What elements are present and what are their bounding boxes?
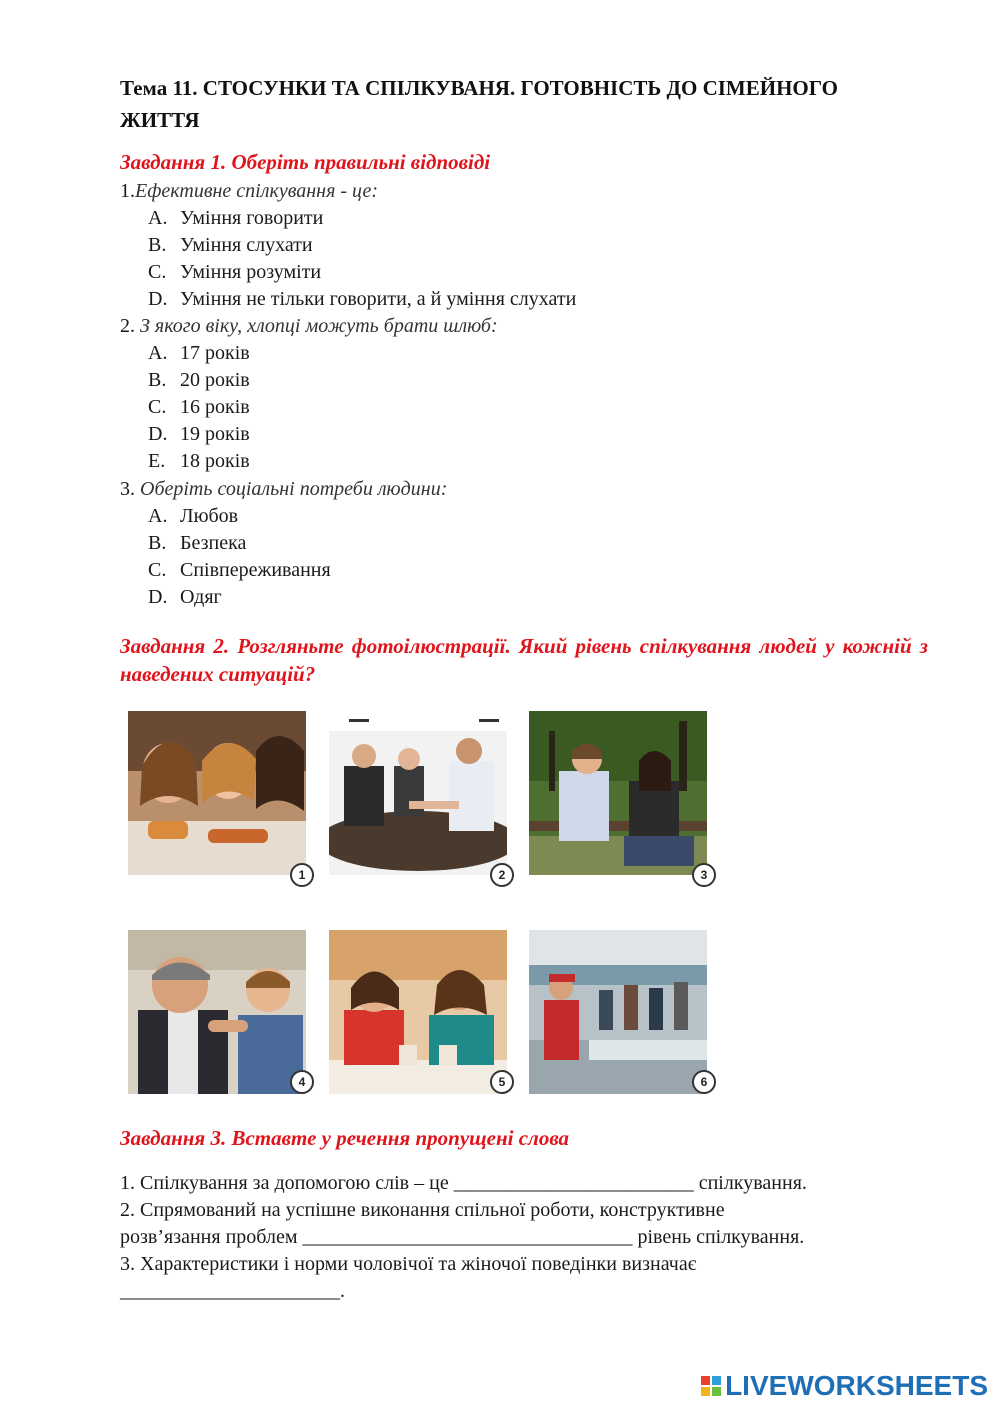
photo-number-badge: 2 — [490, 863, 514, 887]
fill-blank-sentence-2a: 2. Спрямований на успішне виконання спільної роботи, конструктивне — [120, 1199, 725, 1221]
question-text: Ефективне спілкування - це: — [135, 180, 379, 202]
task3-heading: Завдання 3. Вставте у речення пропущені слова — [120, 1126, 570, 1150]
option-2b[interactable] — [148, 367, 250, 394]
option-1d[interactable] — [148, 286, 576, 313]
photo-3-couple-park-bench — [529, 711, 707, 875]
logo-text: LIVEWORKSHEETS — [725, 1370, 988, 1401]
option-letter: D. — [148, 586, 168, 608]
option-text: Уміння слухати — [180, 234, 313, 256]
photo-number-badge: 3 — [692, 863, 716, 887]
option-2d[interactable] — [148, 421, 250, 448]
option-letter: B. — [148, 532, 167, 554]
liveworksheets-logo-icon — [701, 1376, 721, 1396]
fill-blank-sentence-2b[interactable]: розв’язання проблем _________________________________ рівень спілкування. — [120, 1226, 805, 1248]
photo-5-women-cafe — [329, 930, 507, 1094]
photo-6-shop-counter — [529, 930, 707, 1094]
question-text: З якого віку, хлопці можуть брати шлюб: — [135, 315, 498, 337]
option-text: Безпека — [180, 532, 247, 554]
question-number: 2. — [120, 315, 135, 337]
option-2e[interactable] — [148, 448, 250, 475]
option-3d[interactable] — [148, 584, 222, 611]
option-text: 20 років — [180, 369, 250, 391]
option-text: Уміння розуміти — [180, 261, 322, 283]
option-letter: B. — [148, 369, 167, 391]
option-2a[interactable] — [148, 340, 250, 367]
option-1b[interactable] — [148, 232, 313, 259]
photo-number-badge: 4 — [290, 1070, 314, 1094]
page-title: Тема 11. СТОСУНКИ ТА СПІЛКУВАНЯ. ГОТОВНІСТЬ ДО СІМЕЙНОГО ЖИТТЯ — [120, 76, 838, 132]
question-2 — [120, 313, 498, 340]
option-text: Уміння не тільки говорити, а й уміння слухати — [180, 288, 577, 310]
question-text: Оберіть соціальні потреби людини: — [135, 478, 448, 500]
fill-blank-sentence-3b[interactable]: ______________________. — [120, 1280, 345, 1302]
option-3c[interactable] — [148, 557, 331, 584]
option-text: 19 років — [180, 423, 250, 445]
option-3b[interactable] — [148, 530, 246, 557]
photo-1-friends-laughing — [128, 711, 306, 875]
option-1a[interactable] — [148, 205, 323, 232]
option-text: Співпереживання — [180, 559, 331, 581]
option-letter: A. — [148, 207, 168, 229]
photo-number-badge: 1 — [290, 863, 314, 887]
option-letter: D. — [148, 423, 168, 445]
question-number: 1. — [120, 180, 135, 202]
question-3 — [120, 476, 447, 503]
photo-4-father-son — [128, 930, 306, 1094]
photo-number-badge: 5 — [490, 1070, 514, 1094]
photo-2-business-handshake — [329, 711, 507, 875]
fill-blank-sentence-1[interactable]: 1. Спілкування за допомогою слів – це ________________________ спілкування. — [120, 1172, 807, 1194]
fill-blank-sentence-3a: 3. Характеристики і норми чоловічої та жіночої поведінки визначає — [120, 1253, 697, 1275]
option-letter: B. — [148, 234, 167, 256]
option-letter: E. — [148, 450, 166, 472]
question-1 — [120, 178, 378, 205]
option-letter: C. — [148, 559, 167, 581]
task2-heading: Завдання 2. Розгляньте фотоілюстрації. Який рівень спілкування людей у кожній з наведених ситуацій? — [120, 634, 928, 686]
option-text: Уміння говорити — [180, 207, 324, 229]
option-letter: A. — [148, 342, 168, 364]
option-letter: C. — [148, 396, 167, 418]
option-text: 16 років — [180, 396, 250, 418]
option-text: 17 років — [180, 342, 250, 364]
option-text: 18 років — [180, 450, 250, 472]
option-letter: D. — [148, 288, 168, 310]
photo-number-badge: 6 — [692, 1070, 716, 1094]
option-text: Любов — [180, 505, 239, 527]
option-2c[interactable] — [148, 394, 250, 421]
option-letter: A. — [148, 505, 168, 527]
option-3a[interactable] — [148, 503, 238, 530]
liveworksheets-logo[interactable] — [701, 1370, 988, 1402]
question-number: 3. — [120, 478, 135, 500]
option-letter: C. — [148, 261, 167, 283]
option-text: Одяг — [180, 586, 222, 608]
option-1c[interactable] — [148, 259, 321, 286]
task1-heading: Завдання 1. Оберіть правильні відповіді — [120, 150, 491, 174]
